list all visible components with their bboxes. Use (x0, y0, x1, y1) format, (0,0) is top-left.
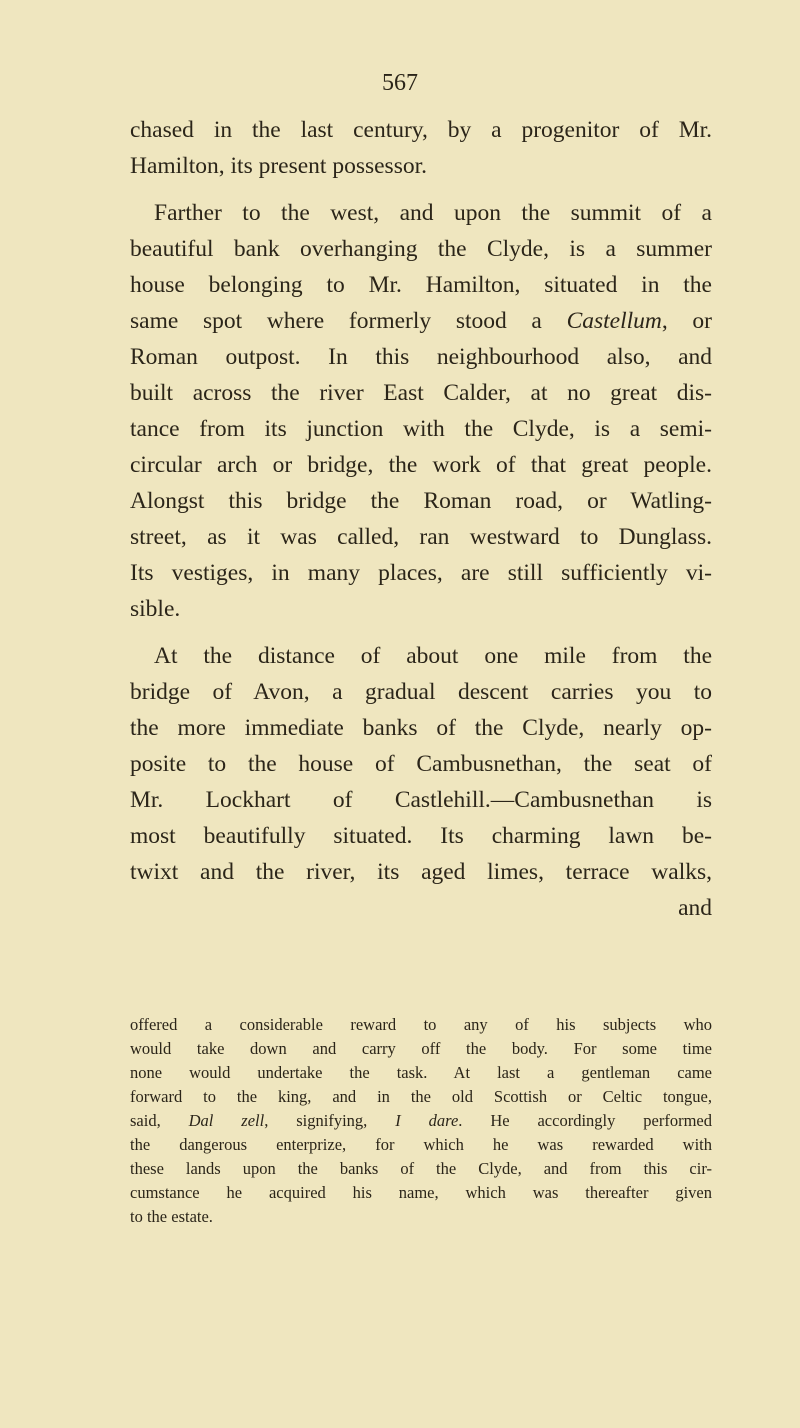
text-run: Its vestiges, in many places, are still sufficiently vi- (130, 560, 712, 586)
text-run: forward to the king, and in the old Scottish or Celtic tongue, (130, 1087, 712, 1106)
paragraph (130, 112, 712, 184)
text-run: , or (661, 308, 712, 334)
text-line (130, 638, 712, 674)
text-line (130, 854, 712, 890)
paragraph (130, 195, 712, 627)
text-line (130, 411, 712, 447)
text-run: Mr. Lockhart of Castlehill.—Cambusnethan is (130, 787, 712, 813)
text-line (130, 1085, 712, 1109)
main-text (130, 112, 712, 926)
text-run: bridge of Avon, a gradual descent carries you to (130, 679, 712, 705)
text-line (130, 818, 712, 854)
text-run: the more immediate banks of the Clyde, nearly op- (130, 715, 712, 741)
italic-text: I dare (395, 1111, 459, 1130)
text-run: to the estate. (130, 1207, 213, 1226)
text-run: Alongst this bridge the Roman road, or Watling- (130, 488, 712, 514)
text-run: and (678, 895, 712, 921)
text-line (130, 1037, 712, 1061)
text-line (130, 231, 712, 267)
text-line (130, 674, 712, 710)
text-run: cumstance he acquired his name, which was thereafter given (130, 1183, 712, 1202)
page-number: 567 (382, 70, 418, 96)
text-run: chased in the last century, by a progenitor of Mr. (130, 117, 712, 143)
text-line (130, 1109, 712, 1133)
text-line (130, 303, 712, 339)
text-line (130, 782, 712, 818)
text-line (130, 591, 712, 627)
text-line (130, 267, 712, 303)
text-run: posite to the house of Cambusnethan, the seat of (130, 751, 712, 777)
text-run: tance from its junction with the Clyde, is a semi- (130, 416, 712, 442)
text-run: Roman outpost. In this neighbourhood also, and (130, 344, 712, 370)
text-run: none would undertake the task. At last a gentleman came (130, 1063, 712, 1082)
text-run: same spot where formerly stood a (130, 308, 567, 334)
text-run: . He accordingly performed (458, 1111, 712, 1130)
footnote (130, 1013, 712, 1229)
text-line (130, 148, 712, 184)
text-line (130, 483, 712, 519)
text-run: beautiful bank overhanging the Clyde, is a summer (130, 236, 712, 262)
text-run: street, as it was called, ran westward to Dunglass. (130, 524, 712, 550)
text-line (130, 1013, 712, 1037)
text-run: At the distance of about one mile from the (154, 643, 712, 669)
text-line (130, 746, 712, 782)
text-line (130, 375, 712, 411)
text-line (130, 1061, 712, 1085)
italic-text: Dal zell (188, 1111, 265, 1130)
text-line (130, 710, 712, 746)
text-line (130, 195, 712, 231)
text-run: sible. (130, 596, 181, 622)
text-line (130, 1133, 712, 1157)
text-run: Farther to the west, and upon the summit of a (154, 200, 712, 226)
text-run: , signifying, (264, 1111, 396, 1130)
text-line (130, 519, 712, 555)
text-run: offered a considerable reward to any of his subjects who (130, 1015, 712, 1034)
text-line (130, 339, 712, 375)
text-line (130, 555, 712, 591)
text-run: house belonging to Mr. Hamilton, situated in the (130, 272, 712, 298)
text-line (130, 112, 712, 148)
text-run: these lands upon the banks of the Clyde, and from this cir- (130, 1159, 712, 1178)
text-run: circular arch or bridge, the work of that great people. (130, 452, 712, 478)
text-line (130, 890, 712, 926)
paragraph (130, 638, 712, 926)
text-run: most beautifully situated. Its charming lawn be- (130, 823, 712, 849)
text-line (130, 1157, 712, 1181)
text-line (130, 1205, 712, 1229)
text-run: twixt and the river, its aged limes, terrace walks, (130, 859, 712, 885)
text-run: would take down and carry off the body. For some time (130, 1039, 712, 1058)
text-run: said, (130, 1111, 189, 1130)
italic-text: Castellum (566, 308, 662, 334)
text-line (130, 447, 712, 483)
text-run: built across the river East Calder, at no great dis- (130, 380, 712, 406)
text-run: the dangerous enterprize, for which he was rewarded with (130, 1135, 712, 1154)
text-run: Hamilton, its present possessor. (130, 153, 427, 179)
text-line (130, 1181, 712, 1205)
